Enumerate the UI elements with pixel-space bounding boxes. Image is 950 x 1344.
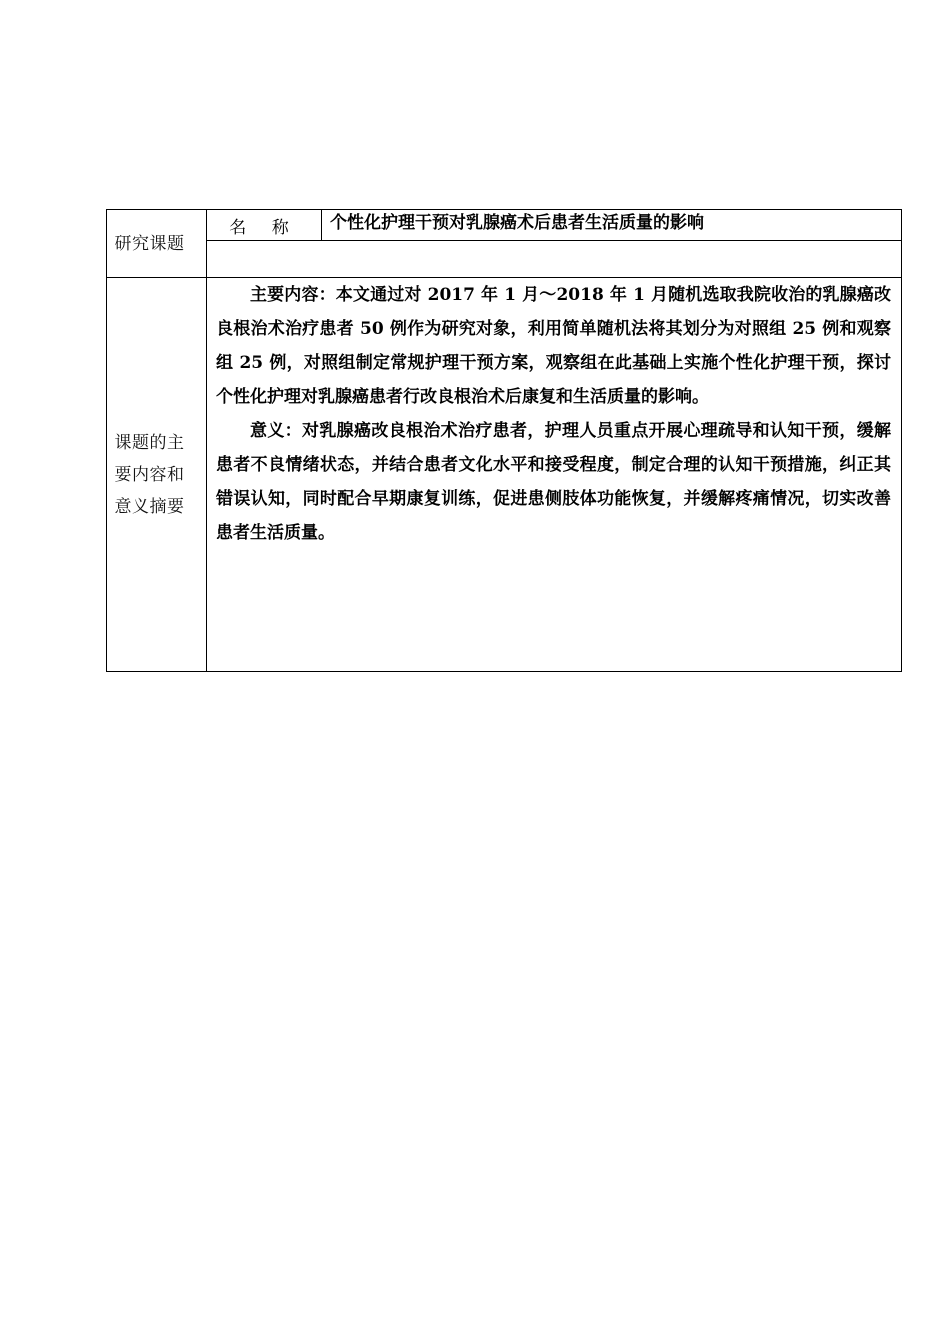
main-content-paragraph: 主要内容：本文通过对 2017 年 1 月～2018 年 1 月随机选取我院收治的乳腺癌改良根治术治疗患者 50 例作为研究对象，利用简单随机法将其划分为对照组 25 例和观察组 25 例，对照组制定常规护理干预方案，观察组在此基础上实施个性化护理干预，探讨个性化护理对乳腺癌患者行改良根治术后康复和生活质量的影响。	[216, 285, 891, 407]
topic-name-row	[107, 210, 902, 241]
summary-row	[107, 278, 902, 672]
summary-label-cell	[107, 278, 207, 672]
topic-blank-row	[107, 241, 902, 278]
significance-paragraph: 意义：对乳腺癌改良根治术治疗患者，护理人员重点开展心理疏导和认知干预，缓解患者不良情绪状态，并结合患者文化水平和接受程度，制定合理的认知干预措施，纠正其错误认知，同时配合早期康复训练，促进患侧肢体功能恢复，并缓解疼痛情况，切实改善患者生活质量。	[216, 421, 891, 543]
topic-blank-cell	[207, 241, 902, 278]
name-label: 名 称	[207, 210, 322, 241]
topic-name-value: 个性化护理干预对乳腺癌术后患者生活质量的影响	[322, 210, 902, 241]
research-topic-label: 研究课题	[114, 233, 185, 254]
research-topic-label-cell	[107, 210, 207, 278]
summary-content-cell	[207, 278, 902, 672]
summary-label: 课题的主要内容和意义摘要	[114, 432, 185, 517]
research-form-table	[106, 209, 902, 672]
